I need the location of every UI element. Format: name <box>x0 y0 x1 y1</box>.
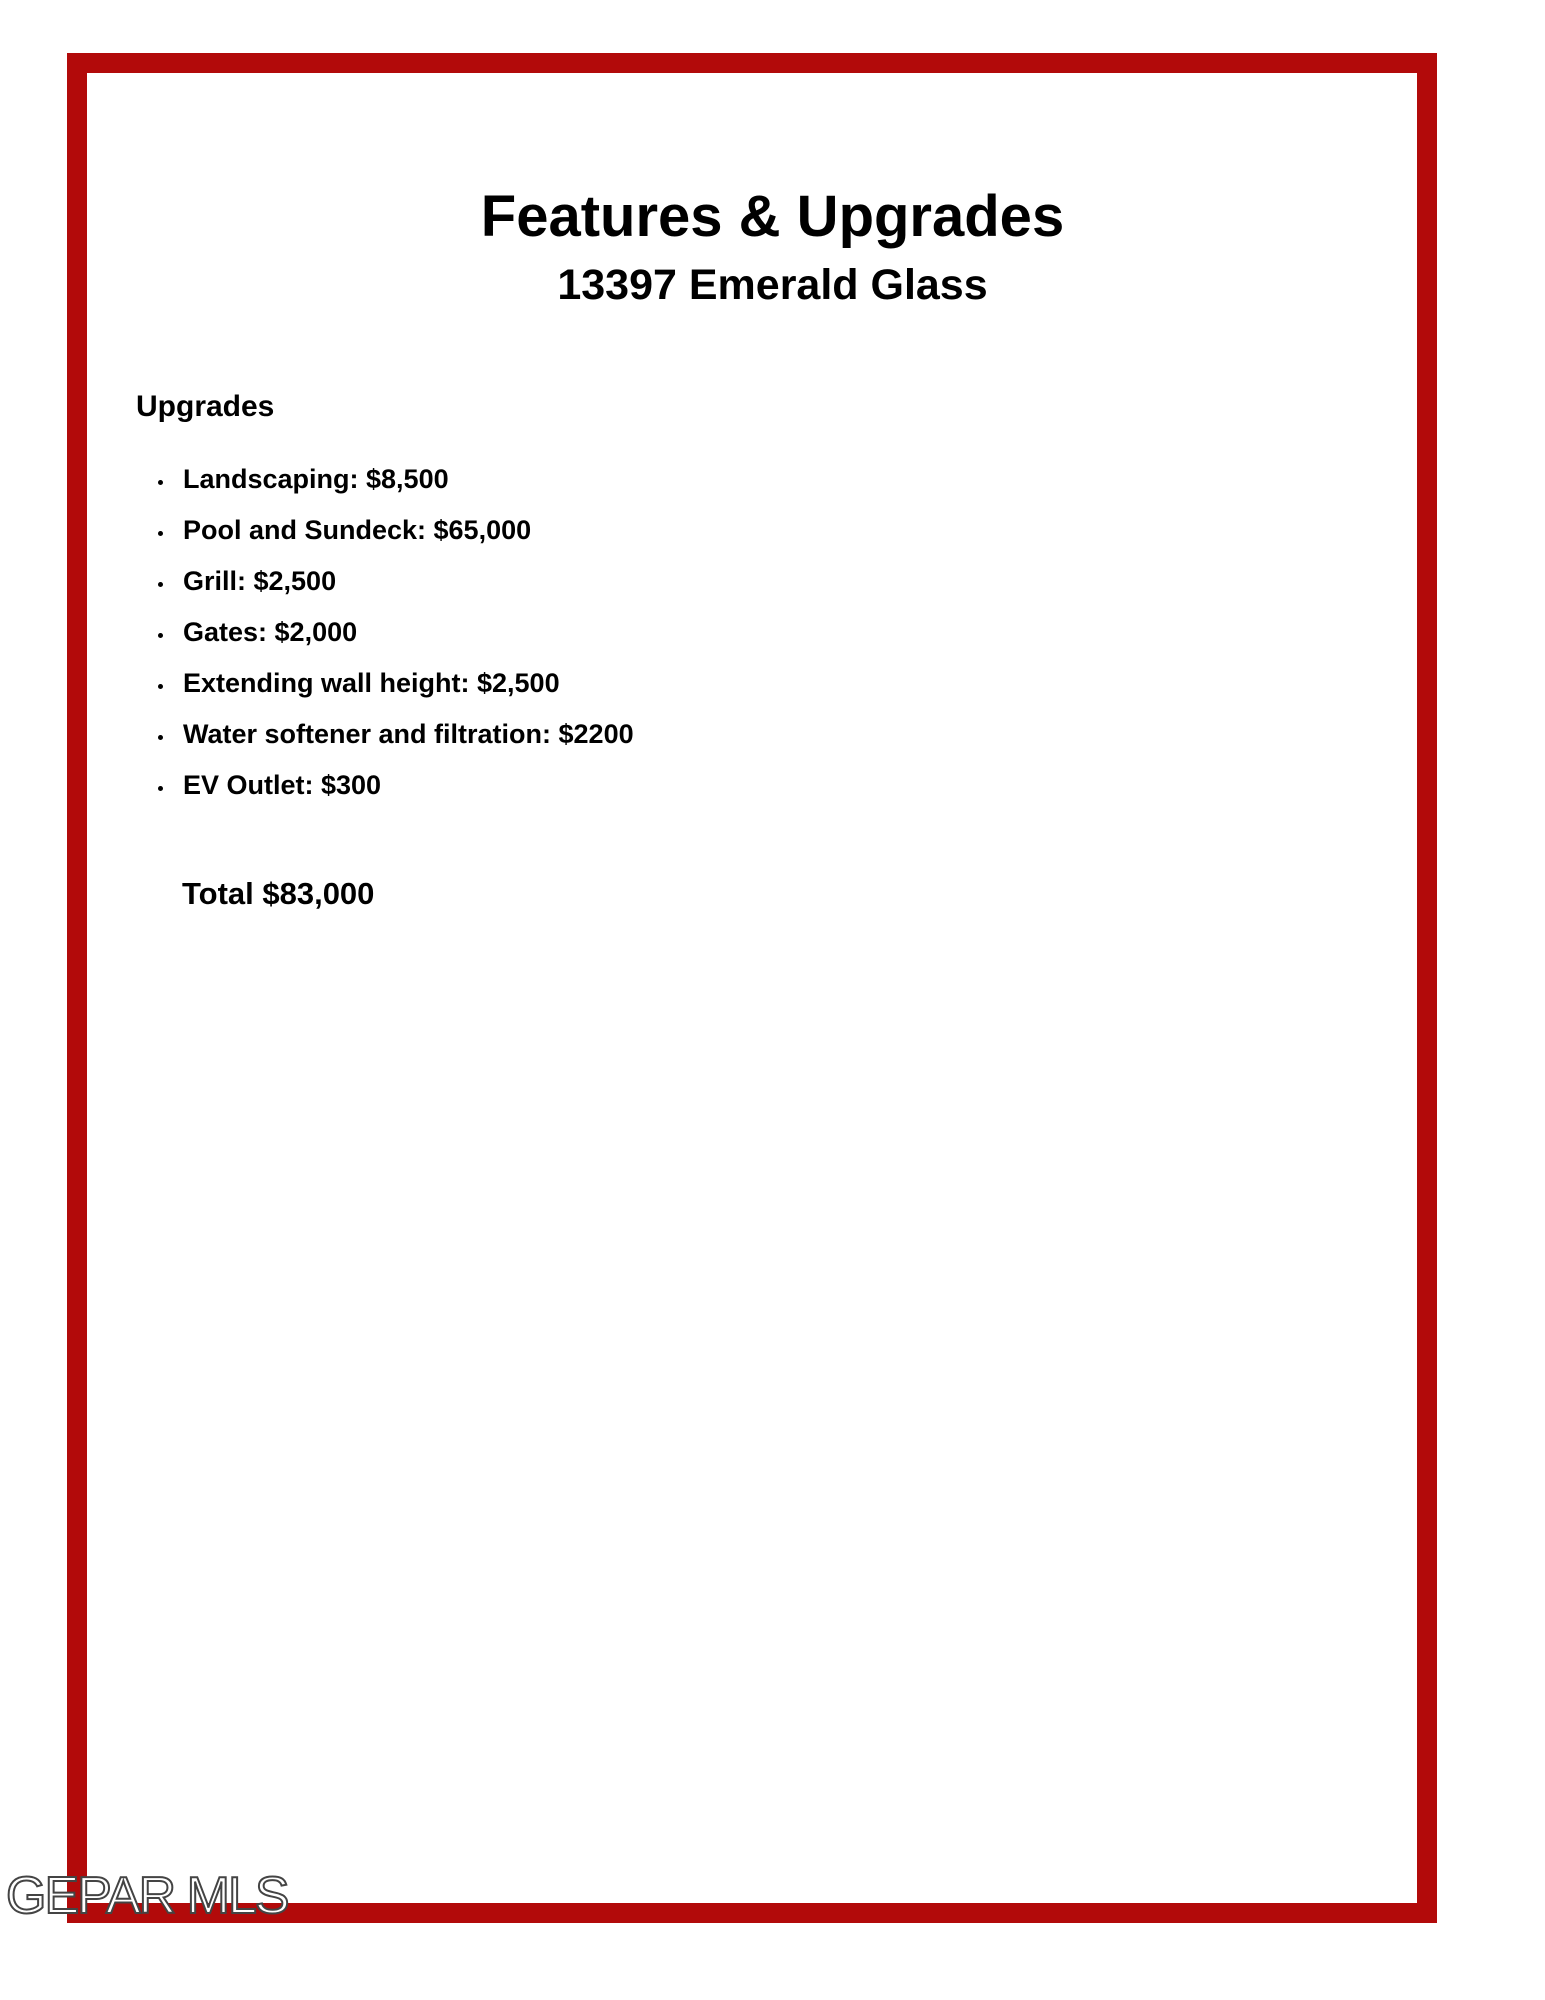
list-item: Extending wall height: $2,500 <box>136 670 634 721</box>
property-address: 13397 Emerald Glass <box>557 261 988 309</box>
mls-watermark: GEPAR MLS <box>6 1867 288 1925</box>
upgrades-heading: Upgrades <box>136 390 275 423</box>
list-item: Pool and Sundeck: $65,000 <box>136 517 634 568</box>
list-item: Water softener and filtration: $2200 <box>136 721 634 772</box>
list-item: Landscaping: $8,500 <box>136 466 634 517</box>
page-border-frame <box>67 53 1437 1923</box>
list-item: EV Outlet: $300 <box>136 772 634 823</box>
list-item: Gates: $2,000 <box>136 619 634 670</box>
page-title: Features & Upgrades <box>480 184 1065 249</box>
list-item: Grill: $2,500 <box>136 568 634 619</box>
upgrades-total: Total $83,000 <box>182 876 375 911</box>
upgrades-list <box>136 466 634 823</box>
